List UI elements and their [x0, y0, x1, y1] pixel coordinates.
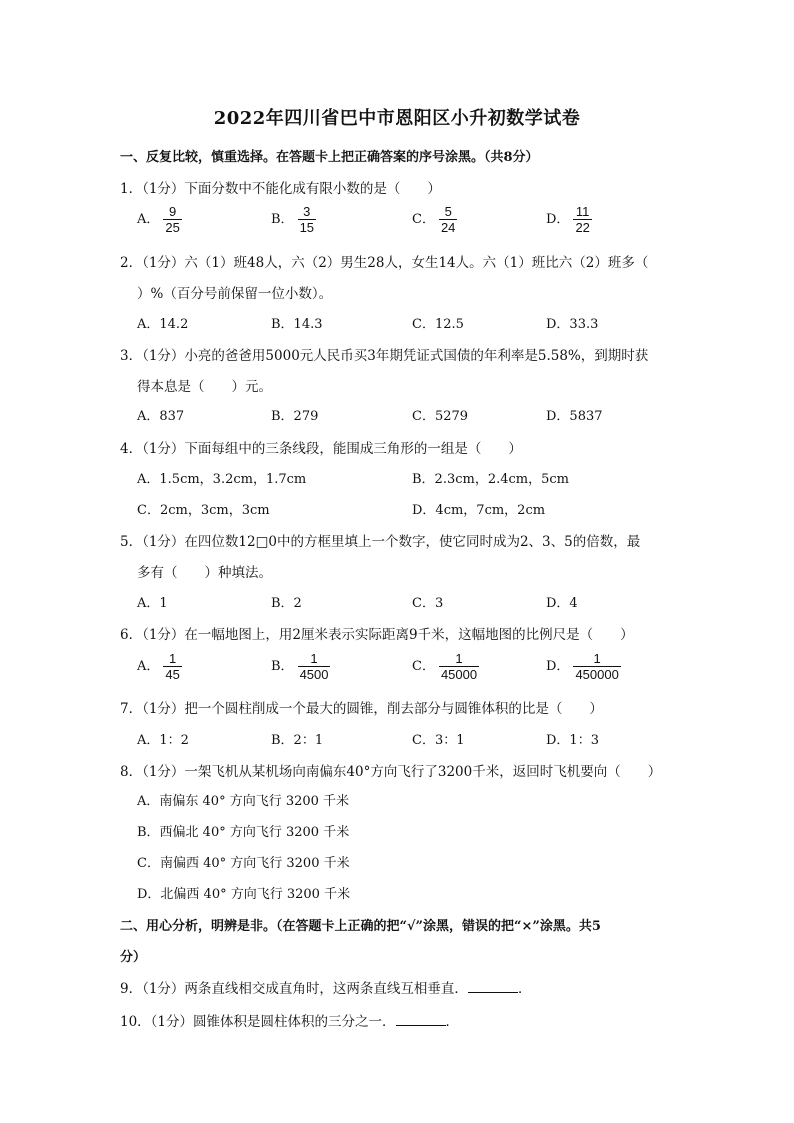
section-1-heading: 一、反复比较，慎重选择。在答题卡上把正确答案的序号涂黑。（共8分） — [120, 150, 539, 165]
question-2-line-2: ）%（百分号前保留一位小数）。 — [137, 286, 333, 302]
q3-option-d: D．5837 — [546, 409, 603, 424]
question-8: 8．（1分）一架飞机从某机场向南偏东40°方向飞行了3200千米，返回时飞机要向（ ） — [120, 764, 662, 780]
q8-option-b: B．西偏北 40° 方向飞行 3200 千米 — [137, 825, 350, 840]
q5-option-c: C．3 — [412, 596, 444, 611]
option-label: B． — [271, 212, 294, 227]
fraction — [439, 651, 479, 682]
q1-option-b — [271, 204, 316, 235]
denominator: 450000 — [575, 667, 619, 682]
q7-option-d: D．1：3 — [546, 733, 599, 748]
denominator: 45 — [165, 667, 180, 682]
question-9-stem: 9．（1分）两条直线相交成直角时，这两条直线互相垂直． — [120, 981, 468, 997]
fraction — [163, 204, 181, 235]
q6-option-b — [271, 651, 330, 682]
question-4: 4．（1分）下面每组中的三条线段，能围成三角形的一组是（ ） — [120, 441, 522, 457]
fraction — [439, 204, 457, 235]
numerator: 3 — [303, 204, 311, 219]
question-10-stem: 10．（1分）圆锥体积是圆柱体积的三分之一． — [120, 1014, 396, 1030]
answer-blank[interactable] — [468, 982, 518, 993]
numerator: 1 — [455, 651, 463, 666]
q2-option-c: C．12.5 — [412, 317, 464, 332]
q6-option-d — [546, 651, 621, 682]
question-10 — [120, 1010, 459, 1030]
q8-option-c: C．南偏西 40° 方向飞行 3200 千米 — [137, 856, 350, 871]
question-7: 7．（1分）把一个圆柱削成一个最大的圆锥，削去部分与圆锥体积的比是（ ） — [120, 701, 603, 717]
denominator: 45000 — [440, 667, 478, 682]
option-label: D． — [546, 659, 570, 674]
numerator: 5 — [444, 204, 452, 219]
q3-option-c: C．5279 — [412, 409, 469, 424]
question-9-end: ． — [517, 981, 532, 997]
option-label: D． — [546, 212, 570, 227]
question-5-line-2: 多有（ ）种填法。 — [137, 565, 272, 581]
question-6: 6．（1分）在一幅地图上，用2厘米表示实际距离9千米，这幅地图的比例尺是（ ） — [120, 627, 634, 643]
question-5-line-1: 5．（1分）在四位数12□0中的方框里填上一个数字，使它同时成为2、3、5的倍数，最 — [120, 534, 641, 550]
option-label: C． — [412, 212, 435, 227]
q4-option-d: D．4cm，7cm，2cm — [412, 503, 546, 518]
denominator: 22 — [575, 220, 590, 235]
denominator: 4500 — [299, 667, 329, 682]
section-2-heading-line-2: 分） — [120, 950, 147, 965]
denominator: 25 — [165, 220, 180, 235]
fraction — [573, 204, 591, 235]
question-9 — [120, 977, 531, 997]
q8-option-d: D．北偏西 40° 方向飞行 3200 千米 — [137, 887, 351, 902]
q3-option-b: B．279 — [271, 409, 319, 424]
q4-option-a: A．1.5cm，3.2cm，1.7cm — [137, 472, 307, 487]
numerator: 9 — [169, 204, 177, 219]
q4-option-b: B．2.3cm，2.4cm，5cm — [412, 472, 569, 487]
q2-option-a: A．14.2 — [137, 317, 189, 332]
numerator: 1 — [310, 651, 318, 666]
q8-option-a: A．南偏东 40° 方向飞行 3200 千米 — [137, 794, 350, 809]
fraction — [298, 651, 331, 682]
question-10-end: ． — [445, 1014, 460, 1030]
question-2-line-1: 2．（1分）六（1）班48人，六（2）男生28人，女生14人。六（1）班比六（2）班多（ — [120, 255, 649, 271]
question-3-line-2: 得本息是（ ）元。 — [137, 379, 272, 395]
q1-option-c — [412, 204, 457, 235]
q2-option-b: B．14.3 — [271, 317, 323, 332]
numerator: 1 — [169, 651, 177, 666]
numerator: 1 — [593, 651, 601, 666]
option-label: A． — [137, 212, 160, 227]
fraction — [573, 651, 620, 682]
q3-option-a: A．837 — [137, 409, 185, 424]
option-label: A． — [137, 659, 160, 674]
q6-option-c — [412, 651, 479, 682]
denominator: 24 — [440, 220, 456, 235]
question-1: 1．（1分）下面分数中不能化成有限小数的是（ ） — [120, 181, 441, 197]
fraction — [298, 204, 316, 235]
question-3-line-1: 3．（1分）小亮的爸爸用5000元人民币买3年期凭证式国债的年利率是5.58%，到期时获 — [120, 348, 649, 364]
q5-option-b: B．2 — [271, 596, 302, 611]
q6-option-a — [137, 651, 182, 682]
option-label: B． — [271, 659, 294, 674]
q5-option-a: A．1 — [137, 596, 168, 611]
page-title: 2022年四川省巴中市恩阳区小升初数学试卷 — [213, 108, 581, 129]
q1-option-d — [546, 204, 592, 235]
q7-option-a: A．1：2 — [137, 733, 189, 748]
fraction — [163, 651, 181, 682]
section-2-heading-line-1: 二、用心分析，明辨是非。（在答题卡上正确的把“√”涂黑，错误的把“×”涂黑。共5 — [120, 919, 601, 934]
answer-blank[interactable] — [396, 1015, 446, 1026]
q7-option-b: B．2：1 — [271, 733, 324, 748]
q5-option-d: D．4 — [546, 596, 578, 611]
q7-option-c: C．3：1 — [412, 733, 465, 748]
q2-option-d: D．33.3 — [546, 317, 599, 332]
q1-option-a — [137, 204, 182, 235]
numerator: 11 — [575, 204, 590, 219]
option-label: C． — [412, 659, 435, 674]
q4-option-c: C．2cm，3cm，3cm — [137, 503, 270, 518]
denominator: 15 — [299, 220, 315, 235]
